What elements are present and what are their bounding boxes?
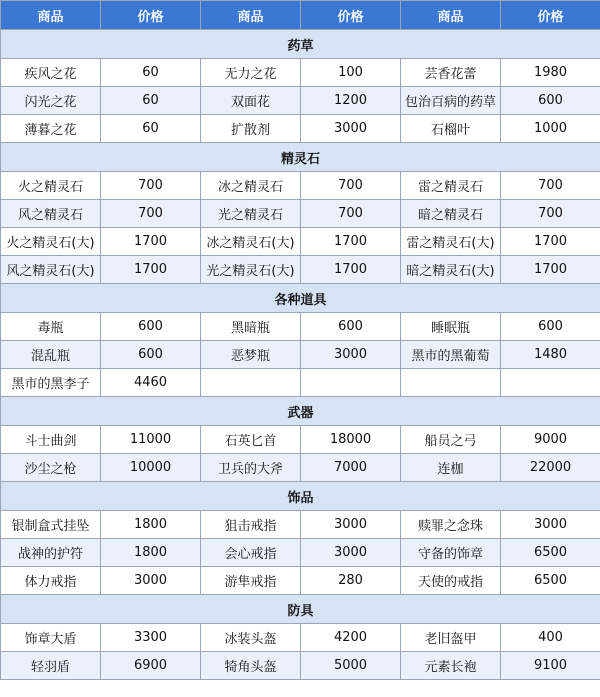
- item-name-cell: 风之精灵石(大): [1, 256, 101, 284]
- item-price-cell: 1980: [501, 59, 600, 87]
- item-name-cell: 守备的饰章: [401, 539, 501, 567]
- table-body: [1, 30, 600, 680]
- item-name-cell: 火之精灵石(大): [1, 228, 101, 256]
- item-name-cell: 沙尘之枪: [1, 454, 101, 482]
- section-header-row: [1, 595, 600, 624]
- item-price-cell: 5000: [301, 652, 401, 680]
- item-name-cell: 冰之精灵石: [201, 172, 301, 200]
- header-row: [1, 1, 600, 30]
- item-name-cell: 薄暮之花: [1, 115, 101, 143]
- item-name-cell: 战神的护符: [1, 539, 101, 567]
- section-title: 饰品: [1, 482, 600, 511]
- section-title: 药草: [1, 30, 600, 59]
- item-price-cell: 11000: [101, 426, 201, 454]
- item-price-cell: 1000: [501, 115, 600, 143]
- section-header-row: [1, 397, 600, 426]
- header-cell-item: 商品: [401, 1, 501, 30]
- header-cell-price: 价格: [501, 1, 600, 30]
- item-price-cell: 6900: [101, 652, 201, 680]
- item-name-cell: 轻羽盾: [1, 652, 101, 680]
- item-name-cell: 船员之弓: [401, 426, 501, 454]
- item-price-cell: 9100: [501, 652, 600, 680]
- table-row: [1, 369, 600, 397]
- item-name-cell: 银制盒式挂坠: [1, 511, 101, 539]
- item-name-cell: 赎罪之念珠: [401, 511, 501, 539]
- table-row: [1, 228, 600, 256]
- item-name-cell: 饰章大盾: [1, 624, 101, 652]
- table-row: [1, 624, 600, 652]
- item-price-cell: 1700: [101, 256, 201, 284]
- item-name-cell: 扩散剂: [201, 115, 301, 143]
- item-price-cell: 100: [301, 59, 401, 87]
- item-price-cell: 280: [301, 567, 401, 595]
- item-price-cell: 3000: [501, 511, 600, 539]
- item-price-cell: [301, 369, 401, 397]
- header-cell-price: 价格: [101, 1, 201, 30]
- item-name-cell: 光之精灵石: [201, 200, 301, 228]
- section-header-row: [1, 284, 600, 313]
- item-price-cell: [501, 369, 600, 397]
- section-header-row: [1, 143, 600, 172]
- table-row: [1, 652, 600, 680]
- header-cell-item: 商品: [201, 1, 301, 30]
- item-name-cell: 双面花: [201, 87, 301, 115]
- item-price-cell: 700: [101, 172, 201, 200]
- section-title: 防具: [1, 595, 600, 624]
- table-row: [1, 172, 600, 200]
- item-price-cell: 1800: [101, 511, 201, 539]
- item-price-cell: 1700: [301, 256, 401, 284]
- item-name-cell: [401, 369, 501, 397]
- item-price-cell: 600: [501, 313, 600, 341]
- item-name-cell: 石英匕首: [201, 426, 301, 454]
- item-price-cell: 60: [101, 59, 201, 87]
- item-price-cell: 400: [501, 624, 600, 652]
- section-title: 各种道具: [1, 284, 600, 313]
- item-name-cell: 斗士曲剑: [1, 426, 101, 454]
- section-title: 精灵石: [1, 143, 600, 172]
- item-price-cell: 6500: [501, 567, 600, 595]
- item-name-cell: 恶梦瓶: [201, 341, 301, 369]
- item-name-cell: 黑暗瓶: [201, 313, 301, 341]
- item-name-cell: 冰之精灵石(大): [201, 228, 301, 256]
- item-name-cell: 卫兵的大斧: [201, 454, 301, 482]
- item-name-cell: 会心戒指: [201, 539, 301, 567]
- table-row: [1, 511, 600, 539]
- item-price-cell: 700: [101, 200, 201, 228]
- item-name-cell: 暗之精灵石(大): [401, 256, 501, 284]
- item-name-cell: 连枷: [401, 454, 501, 482]
- item-price-cell: 3000: [101, 567, 201, 595]
- item-price-cell: 700: [301, 200, 401, 228]
- item-price-cell: 4200: [301, 624, 401, 652]
- section-header-row: [1, 30, 600, 59]
- item-name-cell: 游隼戒指: [201, 567, 301, 595]
- item-name-cell: 光之精灵石(大): [201, 256, 301, 284]
- item-name-cell: 暗之精灵石: [401, 200, 501, 228]
- table-row: [1, 115, 600, 143]
- item-name-cell: [201, 369, 301, 397]
- table-row: [1, 341, 600, 369]
- table-row: [1, 539, 600, 567]
- item-price-cell: 7000: [301, 454, 401, 482]
- item-price-cell: 600: [501, 87, 600, 115]
- table-row: [1, 454, 600, 482]
- item-name-cell: 芸香花蕾: [401, 59, 501, 87]
- item-name-cell: 疾风之花: [1, 59, 101, 87]
- item-price-cell: 600: [101, 313, 201, 341]
- table-row: [1, 87, 600, 115]
- item-name-cell: 雷之精灵石(大): [401, 228, 501, 256]
- item-name-cell: 元素长袍: [401, 652, 501, 680]
- item-name-cell: 混乱瓶: [1, 341, 101, 369]
- item-price-cell: 1700: [501, 256, 600, 284]
- item-price-cell: 1700: [501, 228, 600, 256]
- item-name-cell: 老旧盔甲: [401, 624, 501, 652]
- item-price-cell: 1480: [501, 341, 600, 369]
- item-price-cell: 10000: [101, 454, 201, 482]
- item-price-cell: 6500: [501, 539, 600, 567]
- item-price-cell: 600: [301, 313, 401, 341]
- item-price-cell: 700: [501, 200, 600, 228]
- item-price-cell: 3000: [301, 341, 401, 369]
- item-name-cell: 黑市的黑葡萄: [401, 341, 501, 369]
- section-header-row: [1, 482, 600, 511]
- item-price-cell: 700: [501, 172, 600, 200]
- item-name-cell: 冰装头盔: [201, 624, 301, 652]
- item-name-cell: 体力戒指: [1, 567, 101, 595]
- item-name-cell: 雷之精灵石: [401, 172, 501, 200]
- section-title: 武器: [1, 397, 600, 426]
- item-price-cell: 1700: [301, 228, 401, 256]
- item-name-cell: 无力之花: [201, 59, 301, 87]
- item-name-cell: 包治百病的药草: [401, 87, 501, 115]
- item-name-cell: 火之精灵石: [1, 172, 101, 200]
- item-price-cell: 3000: [301, 539, 401, 567]
- item-name-cell: 黑市的黑李子: [1, 369, 101, 397]
- table-row: [1, 313, 600, 341]
- header-cell-item: 商品: [1, 1, 101, 30]
- item-price-cell: 60: [101, 87, 201, 115]
- table-row: [1, 256, 600, 284]
- item-price-cell: 3000: [301, 115, 401, 143]
- item-price-cell: 22000: [501, 454, 600, 482]
- item-price-cell: 600: [101, 341, 201, 369]
- item-price-cell: 1700: [101, 228, 201, 256]
- item-price-cell: 1200: [301, 87, 401, 115]
- item-name-cell: 犄角头盔: [201, 652, 301, 680]
- item-name-cell: 毒瓶: [1, 313, 101, 341]
- table-row: [1, 200, 600, 228]
- item-name-cell: 石榴叶: [401, 115, 501, 143]
- table-row: [1, 567, 600, 595]
- item-price-cell: 1800: [101, 539, 201, 567]
- item-name-cell: 睡眠瓶: [401, 313, 501, 341]
- item-name-cell: 狙击戒指: [201, 511, 301, 539]
- item-name-cell: 天使的戒指: [401, 567, 501, 595]
- header-cell-price: 价格: [301, 1, 401, 30]
- item-price-cell: 9000: [501, 426, 600, 454]
- item-price-cell: 18000: [301, 426, 401, 454]
- item-price-cell: 3000: [301, 511, 401, 539]
- table-row: [1, 426, 600, 454]
- item-name-cell: 风之精灵石: [1, 200, 101, 228]
- item-price-cell: 700: [301, 172, 401, 200]
- table-row: [1, 59, 600, 87]
- item-name-cell: 闪光之花: [1, 87, 101, 115]
- item-price-cell: 60: [101, 115, 201, 143]
- item-price-cell: 3300: [101, 624, 201, 652]
- item-price-cell: 4460: [101, 369, 201, 397]
